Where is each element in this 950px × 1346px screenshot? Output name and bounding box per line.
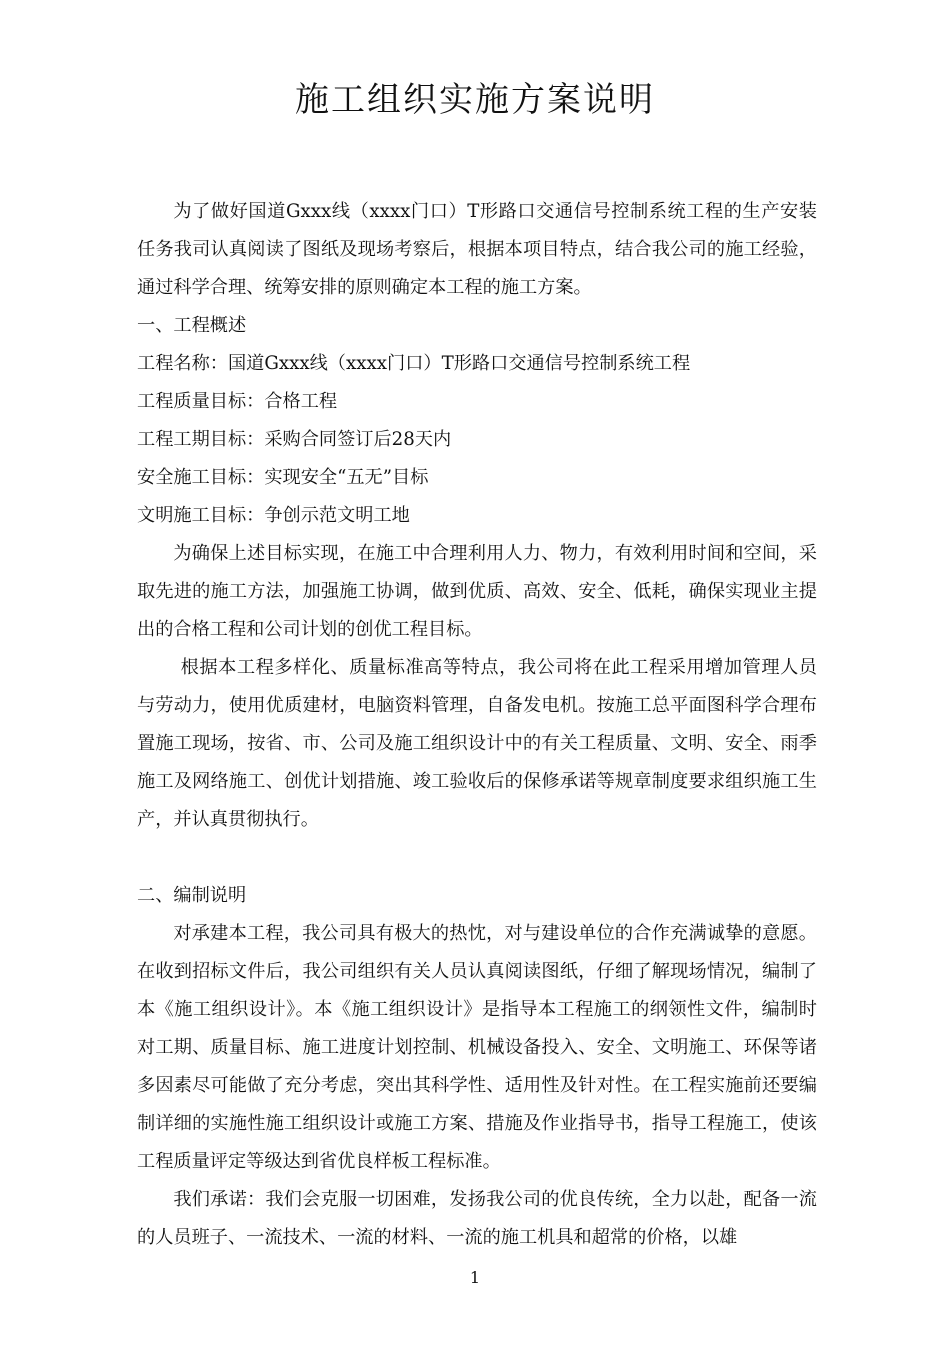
document-body [137, 193, 817, 1257]
targets-assurance-paragraph: 为确保上述目标实现，在施工中合理利用人力、物力，有效利用时间和空间，采取先进的施工方法，加强施工协调，做到优质、高效、安全、低耗，确保实现业主提出的合格工程和公司计划的创优工程目标。 [137, 543, 817, 640]
schedule-target-line: 工程工期目标：采购合同签订后28天内 [137, 429, 452, 450]
section-heading-overview: 一、工程概述 [137, 315, 247, 336]
page-number: 1 [469, 1268, 481, 1287]
civilized-construction-target-line: 文明施工目标：争创示范文明工地 [137, 505, 410, 526]
document-title: 施工组织实施方案说明 [295, 80, 655, 120]
safety-target-line: 安全施工目标：实现安全“五无”目标 [137, 467, 429, 488]
paragraph-spacer [137, 839, 817, 877]
commitment-paragraph: 我们承诺：我们会克服一切困难，发扬我公司的优良传统，全力以赴，配备一流的人员班子、一流技术、一流的材料、一流的施工机具和超常的价格，以雄 [137, 1189, 817, 1248]
intro-paragraph: 为了做好国道Gxxx线（xxxx门口）T形路口交通信号控制系统工程的生产安装任务我司认真阅读了图纸及现场考察后，根据本项目特点，结合我公司的施工经验，通过科学合理、统筹安排的原则确定本工程的施工方案。 [137, 201, 817, 298]
project-name-line: 工程名称：国道Gxxx线（xxxx门口）T形路口交通信号控制系统工程 [137, 353, 691, 374]
project-characteristics-paragraph: 根据本工程多样化、质量标准高等特点，我公司将在此工程采用增加管理人员与劳动力，使用优质建材，电脑资料管理，自备发电机。按施工总平面图科学合理布置施工现场，按省、市、公司及施工组织设计中的有关工程质量、文明、安全、雨季施工及网络施工、创优计划措施、竣工验收后的保修承诺等规章制度要求组织施工生产，并认真贯彻执行。 [137, 657, 817, 830]
quality-target-line: 工程质量目标：合格工程 [137, 391, 338, 412]
compilation-paragraph: 对承建本工程，我公司具有极大的热忱，对与建设单位的合作充满诚挚的意愿。在收到招标文件后，我公司组织有关人员认真阅读图纸，仔细了解现场情况，编制了本《施工组织设计》。本《施工组织设计》是指导本工程施工的纲领性文件，编制时对工期、质量目标、施工进度计划控制、机械设备投入、安全、文明施工、环保等诸多因素尽可能做了充分考虑，突出其科学性、适用性及针对性。在工程实施前还要编制详细的实施性施工组织设计或施工方案、措施及作业指导书，指导工程施工，使该工程质量评定等级达到省优良样板工程标准。 [137, 923, 817, 1172]
section-heading-compilation: 二、编制说明 [137, 885, 247, 906]
